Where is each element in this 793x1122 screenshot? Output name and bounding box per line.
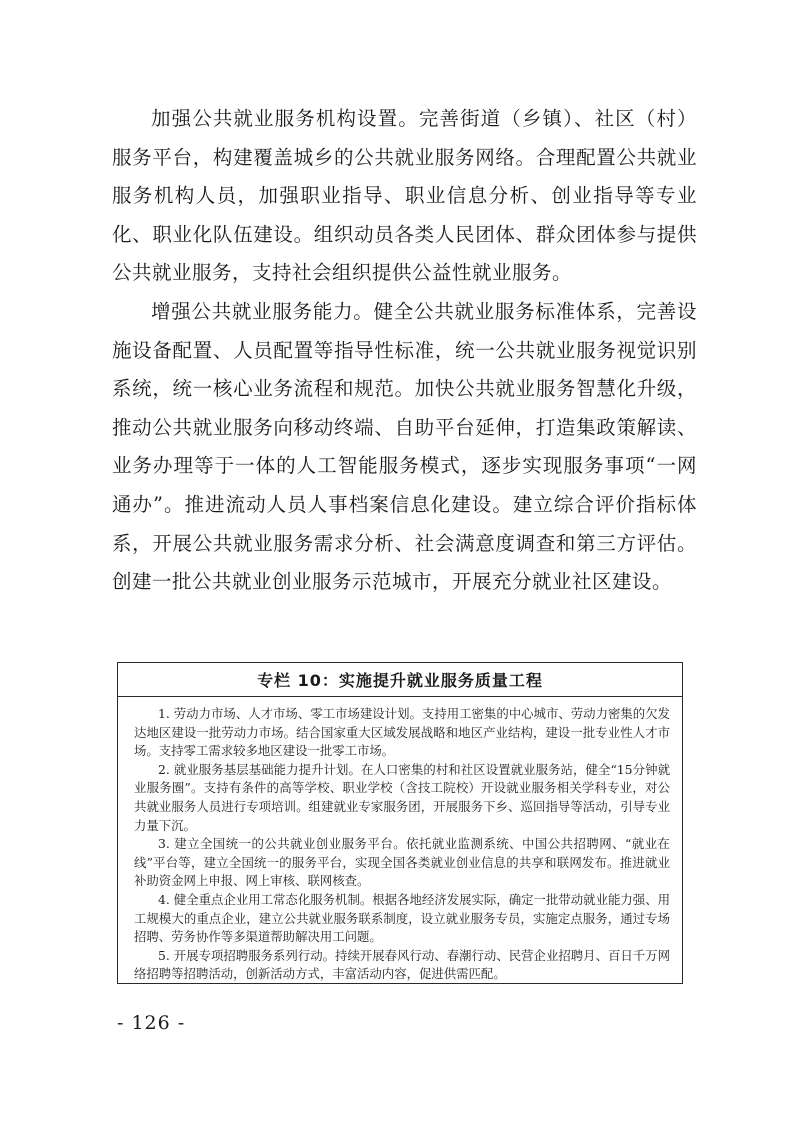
page-number: - 126 - [117, 1012, 186, 1034]
column-title-bar [118, 663, 682, 697]
column-content [118, 697, 682, 984]
paragraph-service-capacity: 增强公共就业服务能力。健全公共就业服务标准体系，完善设施设备配置、人员配置等指导性标准，统一公共就业服务视觉识别系统，统一核心业务流程和规范。加快公共就业服务智慧化升级，推动公共就业服务向移动终端、自助平台延伸，打造集政策解读、业务办理等于一体的人工智能服务模式，逐步实现服务事项“一网通办”。推进流动人员人事档案信息化建设。建立综合评价指标体系，开展公共就业服务需求分析、社会满意度调查和第三方评估。创建一批公共就业创业服务示范城市，开展充分就业社区建设。 [112, 299, 697, 594]
column-item: 2. 就业服务基层基础能力提升计划。在人口密集的村和社区设置就业服务站，健全“15分钟就业服务圈”。支持有条件的高等学校、职业学校（含技工院校）开设就业服务相关学科专业，对公共就业服务人员进行专项培训。组建就业专家服务团，开展服务下乡、巡回指导等活动，引导专业力量下沉。 [134, 761, 670, 833]
column-title: 专栏 10：实施提升就业服务质量工程 [257, 671, 543, 690]
body-text [112, 100, 697, 602]
column-item: 3. 建立全国统一的公共就业创业服务平台。依托就业监测系统、中国公共招聘网、“就业在线”平台等，建立全国统一的服务平台，实现全国各类就业创业信息的共享和联网发布。推进就业补助资金网上申报、网上审核、联网核查。 [134, 836, 670, 889]
column-item: 5. 开展专项招聘服务系列行动。持续开展春风行动、春潮行动、民营企业招聘月、百日千万网络招聘等招聘活动，创新活动方式，丰富活动内容，促进供需匹配。 [134, 947, 670, 982]
paragraph-service-institutions: 加强公共就业服务机构设置。完善街道（乡镇）、社区（村）服务平台，构建覆盖城乡的公共就业服务网络。合理配置公共就业服务机构人员，加强职业指导、职业信息分析、创业指导等专业化、职业化队伍建设。组织动员各类人民团体、群众团体参与提供公共就业服务，支持社会组织提供公益性就业服务。 [112, 107, 697, 285]
column-box [117, 662, 683, 984]
column-item: 1. 劳动力市场、人才市场、零工市场建设计划。支持用工密集的中心城市、劳动力密集的欠发达地区建设一批劳动力市场。结合国家重大区域发展战略和地区产业结构，建设一批专业性人才市场。支持零工需求较多地区建设一批零工市场。 [134, 706, 670, 759]
column-item: 4. 健全重点企业用工常态化服务机制。根据各地经济发展实际，确定一批带动就业能力强、用工规模大的重点企业，建立公共就业服务联系制度，设立就业服务专员，实施定点服务，通过专场招聘、劳务协作等多渠道帮助解决用工问题。 [134, 891, 670, 945]
